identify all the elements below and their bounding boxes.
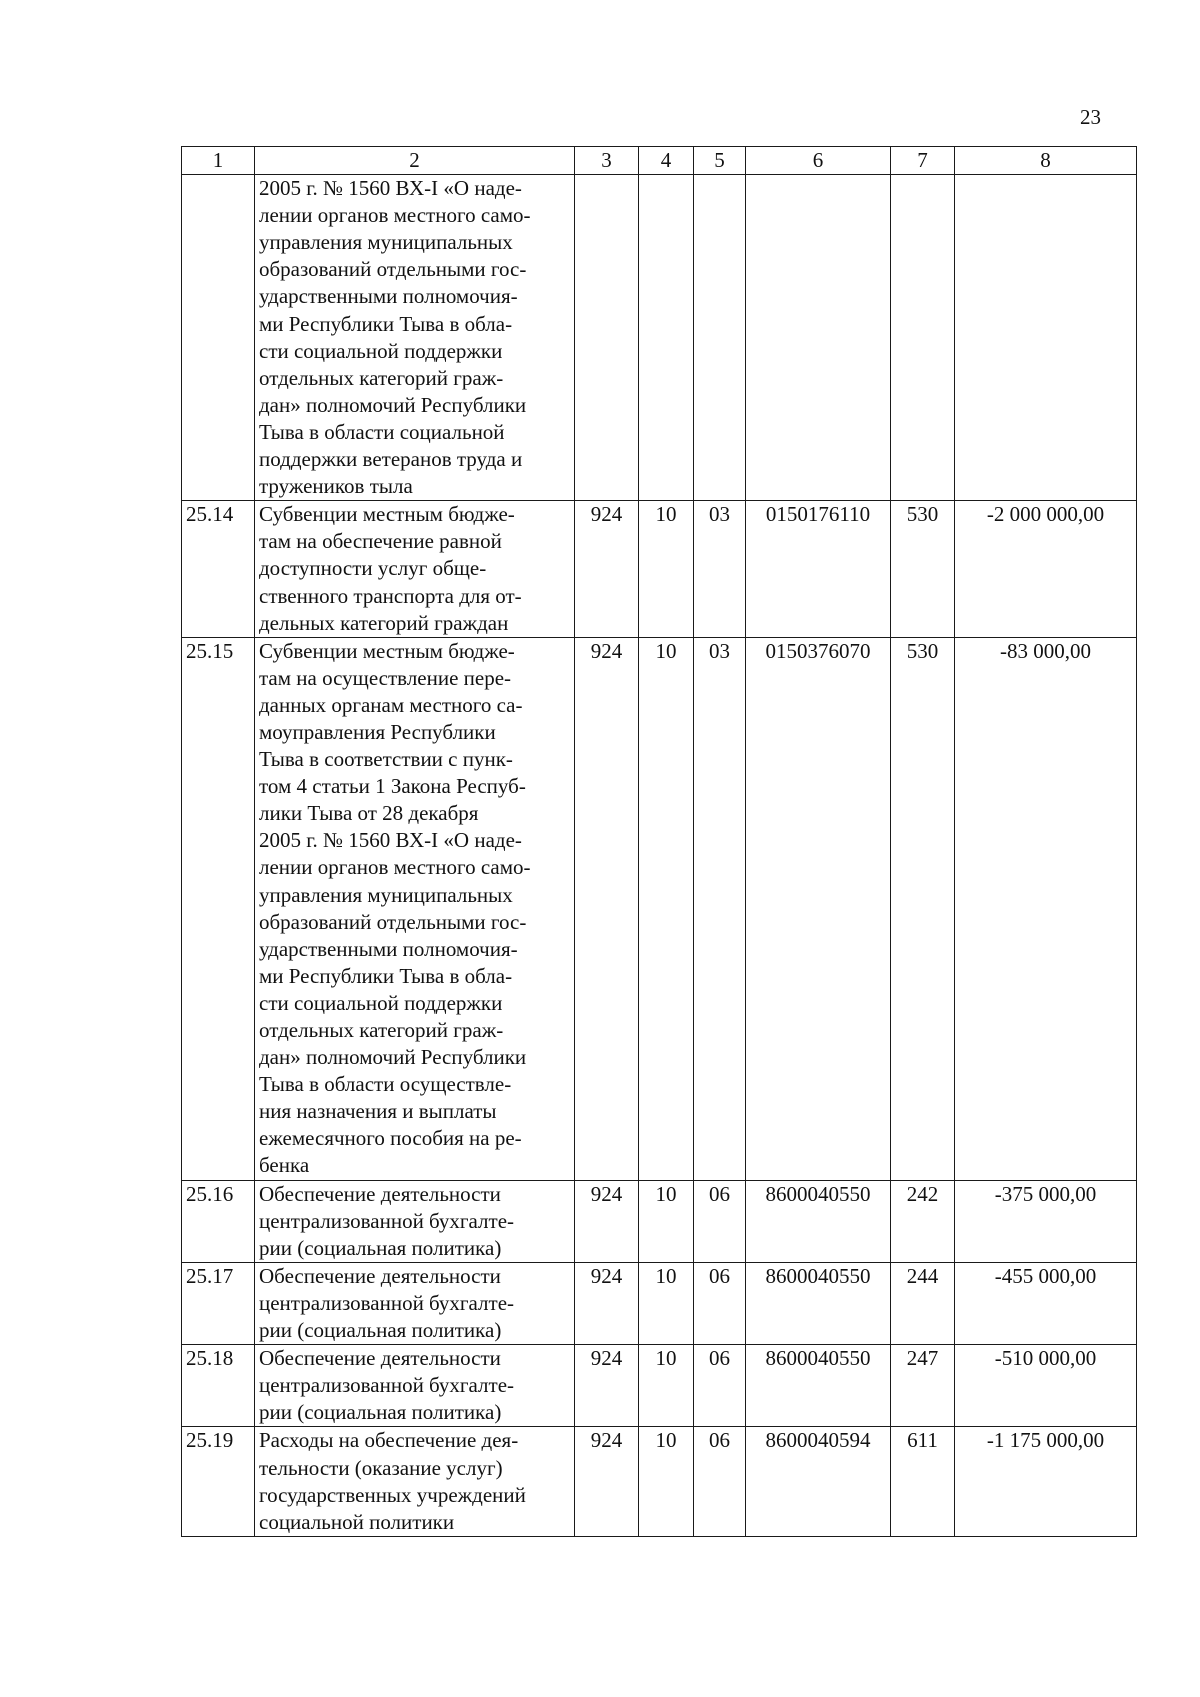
expense-type-cell: 247 <box>891 1345 955 1427</box>
description-line: Субвенции местным бюдже- <box>259 638 515 663</box>
expense-type-cell: 530 <box>891 501 955 637</box>
description-line: Расходы на обеспечение дея- <box>259 1428 519 1453</box>
description-line: лении органов местного само- <box>259 855 531 880</box>
row-number-cell <box>182 175 255 501</box>
section-code-cell <box>639 175 694 501</box>
table-row <box>182 1345 1137 1427</box>
amount-cell: -455 000,00 <box>955 1262 1137 1344</box>
description-line: сти социальной поддержки <box>259 338 503 363</box>
description-line: Тыва в области осуществле- <box>259 1072 512 1097</box>
table-row <box>182 637 1137 1180</box>
description-line: государственных учреждений <box>259 1482 526 1507</box>
description-line: рии (социальная политика) <box>259 1318 502 1343</box>
description-line: Обеспечение деятельности <box>259 1181 501 1206</box>
ministry-code-cell: 924 <box>575 1180 639 1262</box>
description-line: ния назначения и выплаты <box>259 1099 497 1124</box>
description-line: 2005 г. № 1560 ВХ-I «О наде- <box>259 828 522 853</box>
expense-type-cell: 242 <box>891 1180 955 1262</box>
ministry-code-cell: 924 <box>575 1427 639 1536</box>
description-line: данных органам местного са- <box>259 692 523 717</box>
target-article-cell <box>746 175 891 501</box>
amount-cell: -510 000,00 <box>955 1345 1137 1427</box>
target-article-cell: 8600040594 <box>746 1427 891 1536</box>
table-row <box>182 501 1137 637</box>
row-number-cell: 25.17 <box>182 1262 255 1344</box>
amount-cell: -375 000,00 <box>955 1180 1137 1262</box>
budget-table <box>181 146 1137 1537</box>
description-line: отдельных категорий граж- <box>259 1018 504 1042</box>
description-line: Тыва в области социальной <box>259 419 505 444</box>
description-line: сти социальной поддержки <box>259 990 503 1015</box>
description-line: образований отдельными гос- <box>259 257 527 282</box>
description-line: тельности (оказание услуг) <box>259 1455 503 1480</box>
description-line: поддержки ветеранов труда и <box>259 447 523 472</box>
target-article-cell: 8600040550 <box>746 1180 891 1262</box>
description-line: ственного транспорта для от- <box>259 583 522 608</box>
expense-type-cell: 530 <box>891 637 955 1180</box>
description-line: Обеспечение деятельности <box>259 1263 501 1288</box>
section-code-cell: 10 <box>639 637 694 1180</box>
description-line: доступности услуг обще- <box>259 556 487 581</box>
row-description-cell <box>255 1345 575 1427</box>
ministry-code-cell: 924 <box>575 637 639 1180</box>
description-line: рии (социальная политика) <box>259 1400 502 1425</box>
description-line: отдельных категорий граж- <box>259 365 504 390</box>
description-line: дельных категорий граждан <box>259 610 509 635</box>
column-header: 2 <box>255 147 575 175</box>
description-line: дан» полномочий Республики <box>259 1045 527 1070</box>
row-number-cell: 25.19 <box>182 1427 255 1536</box>
description-line: ежемесячного пособия на ре- <box>259 1126 522 1151</box>
expense-type-cell: 611 <box>891 1427 955 1536</box>
description-line: ударственными полномочия- <box>259 936 518 961</box>
row-description-cell <box>255 1427 575 1536</box>
description-line: том 4 статьи 1 Закона Респуб- <box>259 774 526 799</box>
subsection-code-cell: 06 <box>694 1262 746 1344</box>
row-description-cell <box>255 175 575 501</box>
section-code-cell: 10 <box>639 501 694 637</box>
table-row <box>182 1262 1137 1344</box>
amount-cell: -83 000,00 <box>955 637 1137 1180</box>
target-article-cell: 8600040550 <box>746 1345 891 1427</box>
section-code-cell: 10 <box>639 1180 694 1262</box>
row-number-cell: 25.14 <box>182 501 255 637</box>
table-row <box>182 1180 1137 1262</box>
description-line: 2005 г. № 1560 ВХ-I «О наде- <box>259 176 522 201</box>
table-row <box>182 175 1137 501</box>
description-line: управления муниципальных <box>259 230 513 255</box>
ministry-code-cell <box>575 175 639 501</box>
description-line: рии (социальная политика) <box>259 1235 502 1260</box>
description-line: ми Республики Тыва в обла- <box>259 311 513 336</box>
description-line: там на обеспечение равной <box>259 529 502 554</box>
description-line: дан» полномочий Республики <box>259 392 527 417</box>
column-header: 7 <box>891 147 955 175</box>
description-line: моуправления Республики <box>259 719 496 744</box>
table-row <box>182 1427 1137 1536</box>
target-article-cell: 8600040550 <box>746 1262 891 1344</box>
column-header: 8 <box>955 147 1137 175</box>
column-header: 6 <box>746 147 891 175</box>
row-number-cell: 25.18 <box>182 1345 255 1427</box>
row-description-cell <box>255 501 575 637</box>
expense-type-cell: 244 <box>891 1262 955 1344</box>
description-line: централизованной бухгалте- <box>259 1290 515 1315</box>
description-line: лении органов местного само- <box>259 203 531 228</box>
column-header: 3 <box>575 147 639 175</box>
ministry-code-cell: 924 <box>575 1345 639 1427</box>
description-line: ударственными полномочия- <box>259 284 518 309</box>
subsection-code-cell: 06 <box>694 1427 746 1536</box>
description-line: социальной политики <box>259 1509 455 1534</box>
description-line: централизованной бухгалте- <box>259 1208 515 1233</box>
row-description-cell <box>255 1262 575 1344</box>
ministry-code-cell: 924 <box>575 501 639 637</box>
description-line: образований отдельными гос- <box>259 909 527 934</box>
expense-type-cell <box>891 175 955 501</box>
target-article-cell: 0150176110 <box>746 501 891 637</box>
column-header: 5 <box>694 147 746 175</box>
subsection-code-cell: 03 <box>694 501 746 637</box>
column-header: 4 <box>639 147 694 175</box>
section-code-cell: 10 <box>639 1427 694 1536</box>
table-header-row <box>182 147 1137 175</box>
ministry-code-cell: 924 <box>575 1262 639 1344</box>
description-line: бенка <box>259 1153 310 1178</box>
row-number-cell: 25.16 <box>182 1180 255 1262</box>
subsection-code-cell: 03 <box>694 637 746 1180</box>
description-line: Тыва в соответствии с пунк- <box>259 747 513 772</box>
description-line: управления муниципальных <box>259 882 513 907</box>
description-line: лики Тыва от 28 декабря <box>259 801 479 826</box>
section-code-cell: 10 <box>639 1262 694 1344</box>
description-line: там на осуществление пере- <box>259 665 512 690</box>
page-number: 23 <box>1080 105 1101 129</box>
section-code-cell: 10 <box>639 1345 694 1427</box>
column-header: 1 <box>182 147 255 175</box>
row-description-cell <box>255 637 575 1180</box>
subsection-code-cell: 06 <box>694 1180 746 1262</box>
description-line: централизованной бухгалте- <box>259 1373 515 1398</box>
amount-cell: -2 000 000,00 <box>955 501 1137 637</box>
description-line: ми Республики Тыва в обла- <box>259 963 513 988</box>
description-line: Обеспечение деятельности <box>259 1346 501 1371</box>
amount-cell: -1 175 000,00 <box>955 1427 1137 1536</box>
subsection-code-cell: 06 <box>694 1345 746 1427</box>
table-body <box>182 175 1137 1537</box>
description-line: Субвенции местным бюдже- <box>259 502 515 527</box>
row-number-cell: 25.15 <box>182 637 255 1180</box>
amount-cell <box>955 175 1137 501</box>
row-description-cell <box>255 1180 575 1262</box>
subsection-code-cell <box>694 175 746 501</box>
description-line: тружеников тыла <box>259 474 413 499</box>
target-article-cell: 0150376070 <box>746 637 891 1180</box>
